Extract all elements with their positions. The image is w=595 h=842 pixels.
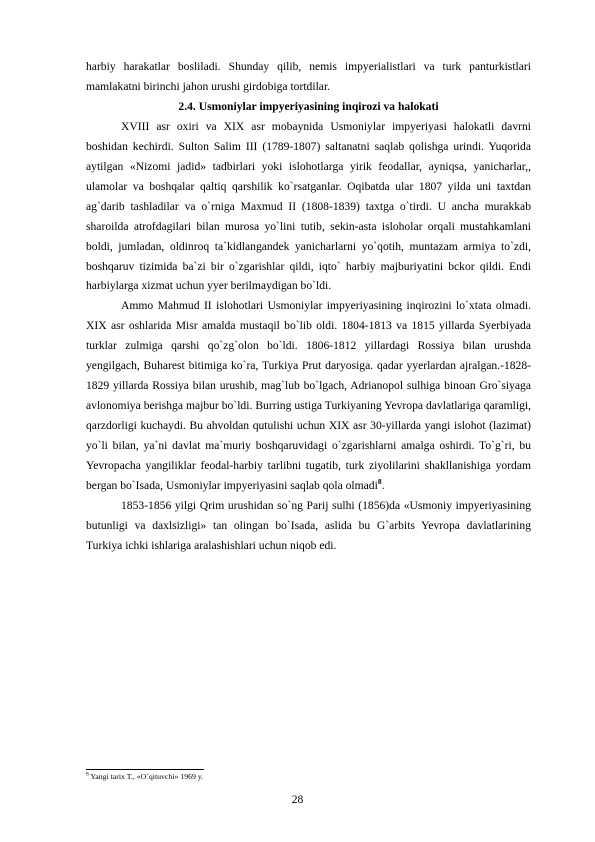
footnote-number: 8 xyxy=(86,771,89,778)
footnote-ref[interactable]: 8 xyxy=(377,477,382,487)
footnote xyxy=(86,772,203,782)
paragraph-1: XVIII asr oxiri va XIX asr mobaynida Usmoniylar impyeriyasi halokatli davrni boshidan kechirdi. Sulton Salim III (1789-1807) saltanatni saqlab qolishga urindi. Yuqorida aytilgan «Nizomi jadid» tadbirlari yoki islohotlarga yirik feodallar, ayniqsa, yanicharlar,, ulamolar va boshqalar qaltiq qarshilik ko`rsatganlar. Oqibatda ular 1807 yilda uni taxtdan ag`darib tashladilar va o`rniga Maxmud II (1808-1839) taxtga o`tirdi. U ancha murakkab sharoilda atrofdagilari bilan murosa yo`lini tutib, sekin-asta isloholar orqali mustahkamlani boldi, jumladan, oldinroq ta`kidlangandek yanicharlarni yo`qotih, muntazam armiya to`zdi, boshqaruv tizimida ba`zi bir o`zgarishlar qildi, iqto` harbiy majburiyatini bckor qildi. Endi harbiylarga xizmat uchun yyer berilmaydigan bo`ldi. xyxy=(86,119,531,293)
paragraph-2-end: . xyxy=(381,479,385,493)
page-body xyxy=(86,57,531,556)
intro-paragraph: harbiy harakatlar bosliladi. Shunday qilib, nemis impyerialistlari va turk panturkistlari mamlakatni birinchi jahon urushi girdobiga tortdilar. xyxy=(86,60,531,93)
paragraph-2 xyxy=(86,296,531,496)
section-heading: 2.4. Usmoniylar impyeriyasining inqirozi va halokati xyxy=(178,99,439,113)
paragraph-2-text: Ammo Mahmud II islohotlari Usmoniylar impyeriyasining inqirozini lo`xtata olmadi. XIX asr oshlarida Misr amalda mustaqil bo`lib oldi. 1804-1813 va 1815 yillarda Syerbiyada turklar zulmiga qarshi qo`zg`olon bo`ldi. 1806-1812 yillardagi Rossiya bilan urushda yengilgach, Buharest bitimiga ko`ra, Turkiya Prut daryosiga. qadar yyerlardan ajralgan.-1828-1829 yillarda Rossiya bilan urushib, mag`lub bo`lgach, Adrianopol sulhiga binoan Gro`siyaga avlonomiya berishga majbur bo`ldi. Burring ustiga Turkiyaning Yevropa davlatlariga qaramligi, qarzdorligi kuchaydi. Bu ahvoldan qutulishi uchun XIX asr 30-yillarda yangi islohot (lazimat) yo`li bilan, ya`ni davlat ma`muriy boshqaruvidagi o`zgarishlarni amalga oshirdi. To`g`ri, bu Yevropacha yangiliklar feodal-harbiy tarlibni tugatib, turk ziyolilarini shakllanishiga yordam bergan bo`Isada, Usmoniylar impyeriyasini saqlab qola olmadi xyxy=(86,299,531,493)
page-number: 28 xyxy=(291,793,304,806)
footnote-divider xyxy=(86,769,204,770)
footnote-text: Yangi tarix T., «O`qituvchi» 1969 y. xyxy=(90,772,204,781)
paragraph-3: 1853-1856 yilgi Qrim urushidan so`ng Parij sulhi (1856)da «Usmoniy impyeriyasining butunligi va daxlsizligi» tan olingan bo`Isada, aslida bu G`arbits Yevropa davlatlarining Turkiya ichki ishlariga aralashishlari uchun niqob edi. xyxy=(86,498,531,552)
